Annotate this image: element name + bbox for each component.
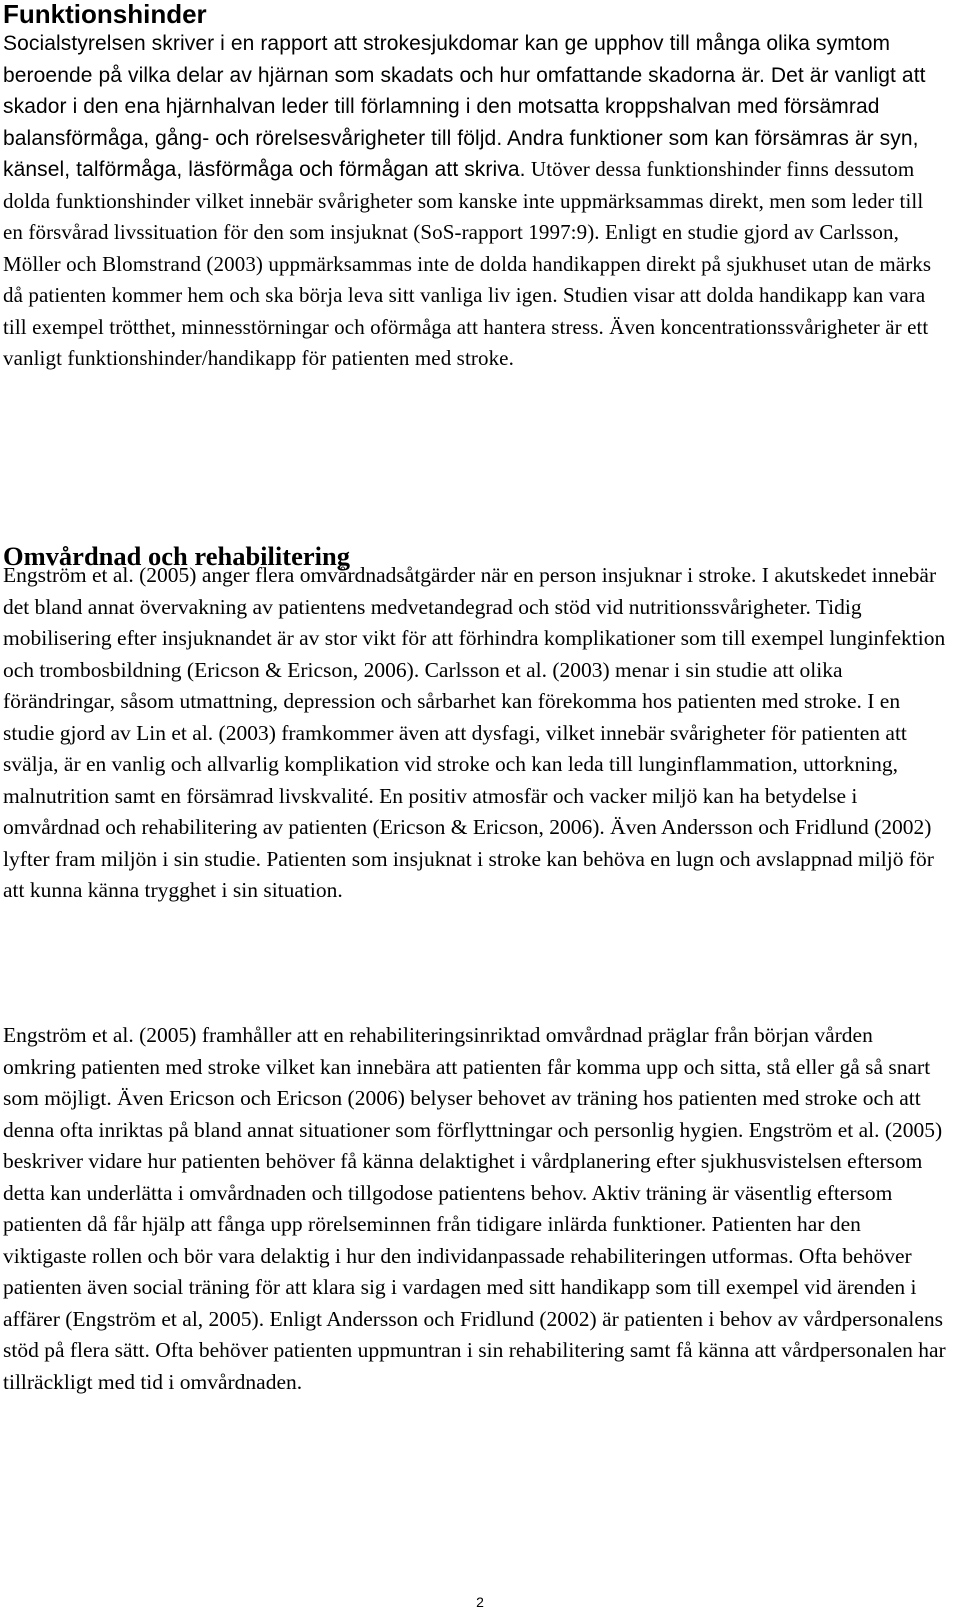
page-number: 2	[476, 1594, 484, 1610]
section-heading-omvardnad: Omvårdnad och rehabilitering	[3, 541, 350, 571]
paragraph-sans-text: Socialstyrelsen skriver i en rapport att strokesjukdomar kan ge upphov till många olika symtom beroende på vilka delar av hjärnan som skadats och hur omfattande skadorna är. Det är vanligt att skador i den ena hjärnhalvan leder till förlamning i den motsatta kroppshalvan med försämrad balansförmåga, gång- och rörelsesvårigheter till följd. Andra funktioner som kan försämras är syn, känsel, talförmåga, läsförmåga och förmågan att skriva.	[3, 32, 926, 181]
paragraph-omvardnad-2: Engström et al. (2005) framhåller att en rehabiliteringsinriktad omvårdnad präglar från början vården omkring patienten med stroke vilket kan innebära att patienten får komma upp och sitta, stå eller gå så snart som möjligt. Även Ericson och Ericson (2006) belyser behovet av träning hos patienten med stroke och att denna ofta inriktas på bland annat situationer som förflyttningar och personlig hygien. Engström et al. (2005) beskriver vidare hur patienten behöver få känna delaktighet i vårdplanering efter sjukhusvistelsen eftersom detta kan underlätta i omvårdnaden och tillgodose patientens behov. Aktiv träning är väsentlig eftersom patienten då får hjälp att fånga upp rörelseminnen från tidigare inlärda funktioner. Patienten har den viktigaste rollen och bör vara delaktig i hur den individanpassade rehabiliteringen utformas. Ofta behöver patienten även social träning för att klara sig i vardagen med sitt handikapp som till exempel vid ärenden i affärer (Engström et al, 2005). Enligt Andersson och Fridlund (2002) är patienten i behov av vårdpersonalens stöd på flera sätt. Ofta behöver patienten uppmuntran i sin rehabilitering samt få känna att vårdpersonalen har tillräckligt med tid i omvårdnaden.	[3, 1023, 946, 1394]
paragraph-omvardnad-1: Engström et al. (2005) anger flera omvårdnadsåtgärder när en person insjuknar i stroke. I akutskedet innebär det bland annat övervakning av patientens medvetandegrad och stöd vid nutritionssvårigheter. Tidig mobilisering efter insjuknandet är av stor vikt för att förhindra komplikationer som till exempel lunginfektion och trombosbildning (Ericson & Ericson, 2006). Carlsson et al. (2003) menar i sin studie att olika förändringar, såsom utmattning, depression och sårbarhet kan förekomma hos patienten med stroke. I en studie gjord av Lin et al. (2003) framkommer även att dysfagi, vilket innebär svårigheter för patienten att svälja, är en vanlig och allvarlig komplikation vid stroke och kan leda till lunginflammation, uttorkning, malnutrition samt en försämrad livskvalité. En positiv atmosfär och vacker miljö kan ha betydelse i omvårdnad och rehabilitering av patienten (Ericson & Ericson, 2006). Även Andersson och Fridlund (2002) lyfter fram miljön i sin studie. Patienten som insjuknat i stroke kan behöva en lugn och avslappnad miljö för att kunna känna trygghet i sin situation.	[3, 563, 946, 902]
page-content	[3, 0, 948, 1394]
paragraph-serif-text: Utöver dessa funktionshinder finns dessutom dolda funktionshinder vilket innebär svårigheter som kanske inte uppmärksammas direkt, men som leder till en försvårad livssituation för den som insjuknat (SoS-rapport 1997:9). Enligt en studie gjord av Carlsson, Möller och Blomstrand (2003) uppmärksammas inte de dolda handikappen direkt på sjukhuset utan de märks då patienten kommer hem och ska börja leva sitt vanliga liv igen. Studien visar att dolda handikapp kan vara till exempel trötthet, minnesstörningar och oförmåga att hantera stress. Även koncentrationssvårigheter är ett vanligt funktionshinder/handikapp för patienten med stroke.	[3, 157, 932, 370]
paragraph-funktionshinder	[3, 28, 948, 375]
section-heading-funktionshinder: Funktionshinder	[3, 0, 207, 29]
